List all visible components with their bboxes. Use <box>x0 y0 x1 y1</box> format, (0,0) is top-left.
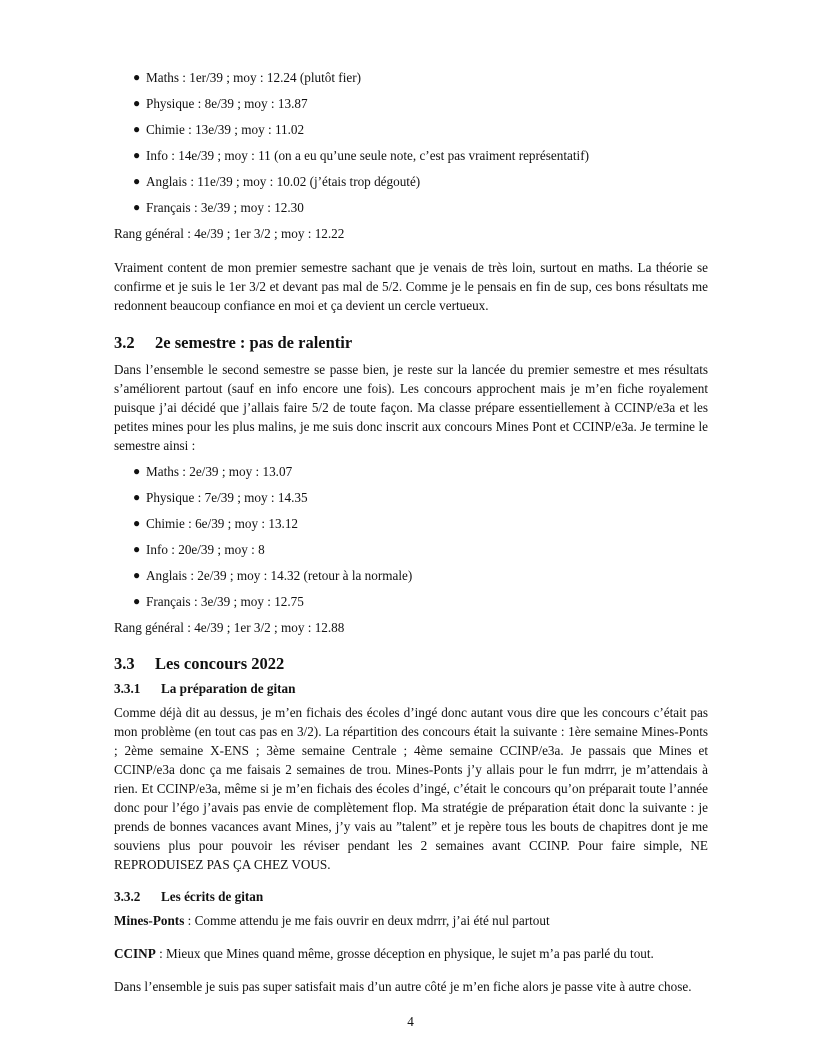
paragraph: Dans l’ensemble le second semestre se passe bien, je reste sur la lancée du premier semestre et mes résultats s’améliorent partout (sauf en info encore une fois). Les concours approchent mais je m’en fiche royalement puisque j’ai décidé que j’allais faire 5/2 de toute façon. Ma classe prépare essentiellement à CCINP/e3a et les petites mines pour les plus malins, je me suis donc inscrit aux concours Mines Pont et CCINP/e3a. Je termine le semestre ainsi : <box>114 362 708 453</box>
bullet-icon: ● <box>133 490 141 504</box>
list-item: ● Physique : 8e/39 ; moy : 13.87 <box>133 96 308 111</box>
paragraph: Dans l’ensemble je suis pas super satisfait mais d’un autre côté je m’en fiche alors je passe vite à autre chose. <box>114 979 692 994</box>
bullet-icon: ● <box>133 148 141 162</box>
list-item: ● Chimie : 13e/39 ; moy : 11.02 <box>133 122 305 137</box>
ccinp-label: CCINP <box>114 946 156 961</box>
bullet-icon: ● <box>133 174 141 188</box>
bullet-icon: ● <box>133 516 141 530</box>
section-heading: 3.3 Les concours 2022 <box>114 654 285 673</box>
bullet-icon: ● <box>133 96 141 110</box>
list-item: ● Français : 3e/39 ; moy : 12.75 <box>133 594 304 609</box>
list-item: ● Maths : 2e/39 ; moy : 13.07 <box>133 464 293 479</box>
bullet-icon: ● <box>133 464 141 478</box>
bullet-icon: ● <box>133 594 141 608</box>
subsection-heading: 3.3.2 Les écrits de gitan <box>114 889 264 904</box>
general-rank-s1: Rang général : 4e/39 ; 1er 3/2 ; moy : 12.22 <box>114 226 345 241</box>
paragraph: Vraiment content de mon premier semestre sachant que je venais de très loin, surtout en maths. La théorie se confirme et je suis le 1er 3/2 et devant pas mal de 5/2. Comme je le pensais en fin de sup, ces bons résultats me redonnent beaucoup confiance en moi et ça devient un cercle vertueux. <box>114 260 708 313</box>
list-item: ● Anglais : 11e/39 ; moy : 10.02 (j’étais trop dégouté) <box>133 174 421 189</box>
bullet-icon: ● <box>133 568 141 582</box>
list-item: ● Info : 20e/39 ; moy : 8 <box>133 542 265 557</box>
semester1-grades-list <box>114 68 708 217</box>
list-item: ● Anglais : 2e/39 ; moy : 14.32 (retour à la normale) <box>133 568 413 583</box>
bullet-icon: ● <box>133 200 141 214</box>
document-page <box>114 68 708 996</box>
general-rank-s2: Rang général : 4e/39 ; 1er 3/2 ; moy : 12.88 <box>114 620 345 635</box>
bullet-icon: ● <box>133 122 141 136</box>
list-item: ● Maths : 1er/39 ; moy : 12.24 (plutôt fier) <box>133 70 361 85</box>
list-item: ● Chimie : 6e/39 ; moy : 13.12 <box>133 516 299 531</box>
semester2-grades-list <box>114 462 708 611</box>
paragraph: Comme déjà dit au dessus, je m’en fichais des écoles d’ingé donc autant vous dire que les concours c’était pas mon problème (en tout cas pas en 3/2). La répartition des concours était la suivante : 1ère semaine Mines-Ponts ; 2ème semaine X-ENS ; 3ème semaine Centrale ; 4ème semaine CCINP/e3a. Je passais que Mines et CCINP/e3a donc ça me faisais 2 semaines de trou. Mines-Ponts j’y allais pour le fun mdrrr, je m’attendais à rien. Et CCINP/e3a, même si je m’en fichais des écoles d’ingé, c’était le concours qu’on préparait toute l’année donc pour l’égo j’avais pas envie de complètement flop. Ma stratégie de préparation était donc la suivante : je prends de bonnes vacances avant Mines, j’y vais au ”talent” et je repère tous les bouts de chapitres dont je me souviens plus pour pouvoir les réviser pendant les 2 semaines avant CCINP. Pour faire simple, NE REPRODUISEZ PAS ÇA CHEZ VOUS. <box>114 705 708 872</box>
page-number: 4 <box>407 1014 414 1029</box>
list-item: ● Physique : 7e/39 ; moy : 14.35 <box>133 490 308 505</box>
bullet-icon: ● <box>133 70 141 84</box>
list-item: ● Info : 14e/39 ; moy : 11 (on a eu qu’une seule note, c’est pas vraiment représentatif) <box>133 148 589 163</box>
list-item: ● Français : 3e/39 ; moy : 12.30 <box>133 200 304 215</box>
section-heading: 3.2 2e semestre : pas de ralentir <box>114 333 353 352</box>
mines-label: Mines-Ponts <box>114 913 185 928</box>
mines-paragraph: Mines-Ponts : Comme attendu je me fais ouvrir en deux mdrrr, j’ai été nul partout <box>114 913 550 928</box>
ccinp-paragraph: CCINP : Mieux que Mines quand même, grosse déception en physique, le sujet m’a pas parlé du tout. <box>114 946 654 961</box>
bullet-icon: ● <box>133 542 141 556</box>
subsection-heading: 3.3.1 La préparation de gitan <box>114 681 296 696</box>
